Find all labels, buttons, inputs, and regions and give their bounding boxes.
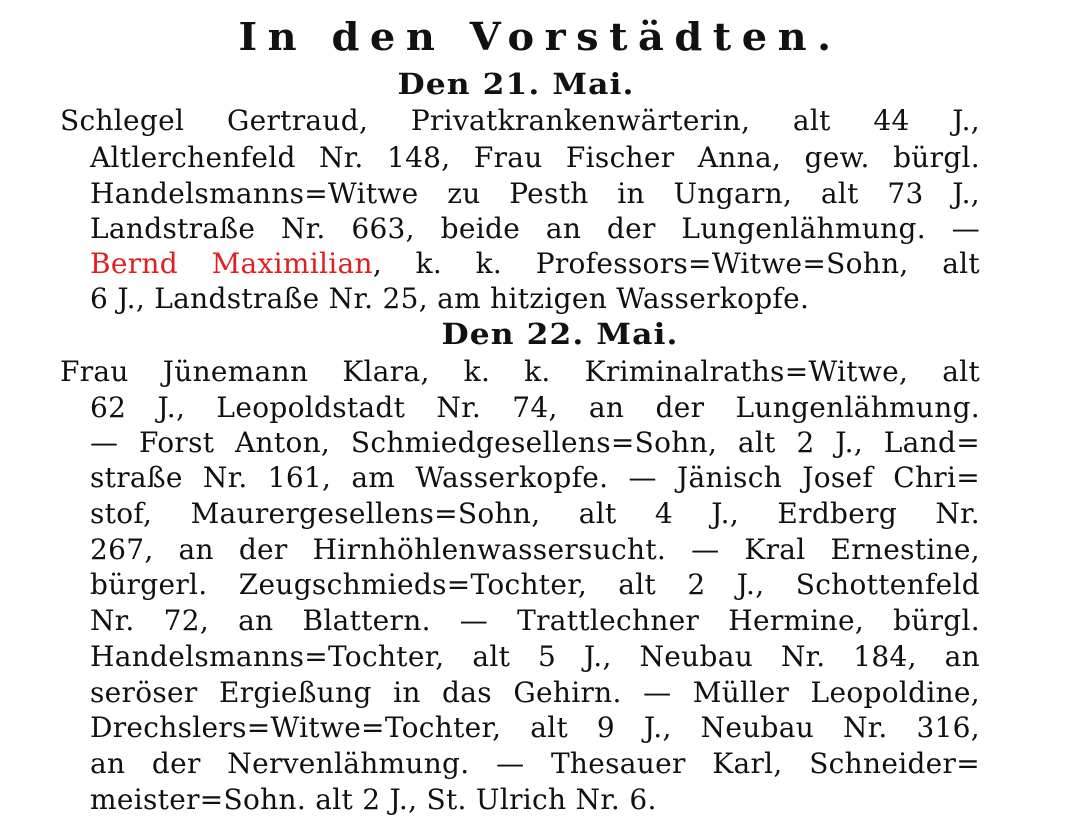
text-line: Nr. 72, an Blattern. — Trattlechner Hermine, bürgl. [90, 604, 980, 637]
text-line: seröser Ergießung in das Gehirn. — Müller Leopoldine, [90, 676, 980, 709]
text-line: Schlegel Gertraud, Privatkrankenwärterin, alt 44 J., [60, 104, 980, 137]
highlighted-name: Bernd Maximilian [90, 247, 373, 280]
text-line: bürgerl. Zeugschmieds=Tochter, alt 2 J., Schottenfeld [90, 568, 980, 601]
text-line: Altlerchenfeld Nr. 148, Frau Fischer Anna, gew. bürgl. [90, 141, 980, 174]
text-line: stof, Maurergesellens=Sohn, alt 4 J., Erdberg Nr. [90, 497, 980, 530]
text-line: meister=Sohn. alt 2 J., St. Ulrich Nr. 6. [90, 783, 657, 816]
text-line: Handelsmanns=Witwe zu Pesth in Ungarn, alt 73 J., [90, 177, 980, 210]
text-line: Handelsmanns=Tochter, alt 5 J., Neubau Nr. 184, an [90, 640, 980, 673]
text-line: 62 J., Leopoldstadt Nr. 74, an der Lungenlähmung. [90, 391, 980, 424]
text-line: Frau Jünemann Klara, k. k. Kriminalraths=Witwe, alt [60, 355, 980, 388]
text-line: Landstraße Nr. 663, beide an der Lungenlähmung. — [90, 212, 980, 245]
text-line: an der Nervenlähmung. — Thesauer Karl, Schneider= [90, 747, 980, 780]
date-heading: Den 22. Mai. [441, 317, 679, 351]
text-line: Drechslers=Witwe=Tochter, alt 9 J., Neubau Nr. 316, [90, 711, 980, 744]
text-line: 267, an der Hirnhöhlenwassersucht. — Kral Ernestine, [90, 533, 980, 566]
date-heading: Den 21. Mai. [397, 67, 635, 101]
text-span: , k. k. Professors=Witwe=Sohn, alt [372, 247, 980, 280]
text-line: 6 J., Landstraße Nr. 25, am hitzigen Wasserkopfe. [90, 282, 810, 315]
text-line: straße Nr. 161, am Wasserkopfe. — Jänisch Josef Chri= [90, 461, 980, 494]
text-line [90, 246, 980, 282]
section-heading: In den Vorstädten. [238, 14, 842, 59]
text-line: — Forst Anton, Schmiedgesellens=Sohn, alt 2 J., Land= [90, 426, 980, 459]
